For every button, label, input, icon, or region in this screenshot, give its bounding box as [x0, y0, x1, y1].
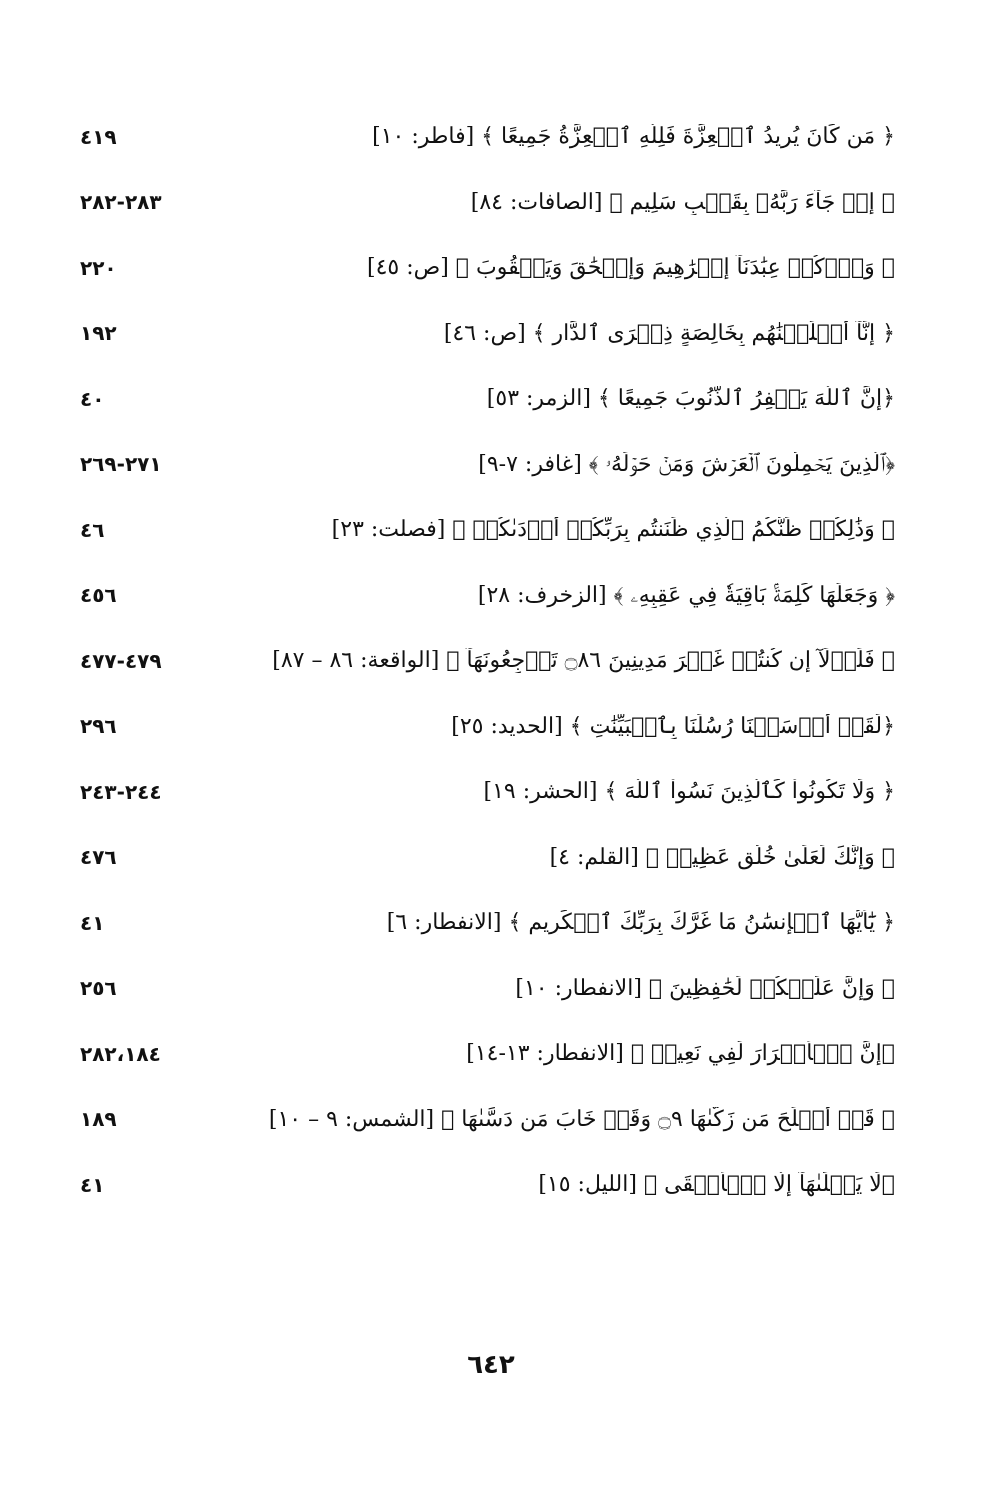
page-reference: ٢٢٠	[80, 255, 117, 280]
index-row	[60, 497, 895, 563]
verse-text: ﴿ يَٰٓأَيُّهَا ٱلۡإِنسَٰنُ مَا غَرَّكَ بِرَبِّكَ ٱلۡكَرِيمِ ﴾ [الانفطار: ٦]	[386, 910, 895, 936]
page-reference: ٢٨٣-٢٨٢	[80, 190, 162, 215]
page-reference: ٤٧٦	[80, 845, 117, 870]
page-reference: ٤١٩	[80, 124, 117, 149]
verse-text: ﴿ مَن كَانَ يُرِيدُ ٱلۡعِزَّةَ فَلِلَّهِ ٱلۡعِزَّةُ جَمِيعًا ﴾ [فاطر: ١٠]	[372, 124, 895, 150]
page-reference: ٢٧١-٢٦٩	[80, 452, 162, 477]
index-row	[60, 1152, 895, 1218]
verse-index-list	[60, 104, 895, 1218]
index-row	[60, 1087, 895, 1153]
page-reference: ٤٥٦	[80, 583, 117, 608]
verse-text: ﴿إِنَّ ٱلۡأَبۡرَارَ لَفِي نَعِيمٖ ﴾ [الانفطار: ١٣-١٤]	[466, 1041, 895, 1067]
index-row	[60, 104, 895, 170]
index-row	[60, 563, 895, 629]
index-row	[60, 170, 895, 236]
verse-text: ﴿ٱلَّذِينَ يَحۡمِلُونَ ٱلۡعَرۡشَ وَمَنۡ حَوۡلَهُۥ ﴾ [غافر: ٧-٩]	[478, 451, 895, 477]
index-row	[60, 366, 895, 432]
index-row	[60, 1021, 895, 1087]
page-reference: ٢٥٦	[80, 976, 117, 1001]
index-row	[60, 301, 895, 367]
verse-text: ﴿ إِذۡ جَآءَ رَبَّهُۥ بِقَلۡبٍ سَلِيمٍ ﴾ [الصافات: ٨٤]	[470, 189, 895, 215]
index-row	[60, 694, 895, 760]
index-row	[60, 235, 895, 301]
verse-text: ﴿ إِنَّآ أَخۡلَصۡنَٰهُم بِخَالِصَةٍ ذِكۡرَى ٱلدَّارِ ﴾ [ص: ٤٦]	[443, 320, 895, 346]
page-reference: ٤١	[80, 910, 105, 935]
verse-text: ﴿ قَدۡ أَفۡلَحَ مَن زَكَّىٰهَا ۝٩ وَقَدۡ خَابَ مَن دَسَّىٰهَا ﴾ [الشمس: ٩ – ١٠]	[268, 1106, 895, 1132]
verse-text: ﴿ وَإِنَّ عَلَيۡكُمۡ لَحَٰفِظِينَ ﴾ [الانفطار: ١٠]	[515, 975, 895, 1001]
verse-text: ﴿ وَإِنَّكَ لَعَلَىٰ خُلُقٍ عَظِيمٖ ﴾ [القلم: ٤]	[549, 844, 895, 870]
index-row	[60, 759, 895, 825]
verse-text: ﴿لَقَدۡ أَرۡسَلۡنَا رُسُلَنَا بِٱلۡبَيِّنَٰتِ ﴾ [الحديد: ٢٥]	[451, 713, 895, 739]
page-number: ٦٤٢	[467, 1350, 515, 1380]
index-row	[60, 628, 895, 694]
verse-text: ﴿ وَجَعَلَهَا كَلِمَةَۢ بَاقِيَةٗ فِي عَقِبِهِۦ ﴾ [الزخرف: ٢٨]	[477, 582, 895, 608]
index-row	[60, 432, 895, 498]
verse-text: ﴿لَا يَصۡلَىٰهَآ إِلَّا ٱلۡأَشۡقَى ﴾ [الليل: ١٥]	[538, 1172, 895, 1198]
index-row	[60, 956, 895, 1022]
verse-text: ﴿ وَذَٰلِكُمۡ ظَنُّكُمُ ٱلَّذِي ظَنَنتُم بِرَبِّكُمۡ أَرۡدَىٰكُمۡ ﴾ [فصلت: ٢٣]	[331, 517, 895, 543]
page-reference: ٢٨٢،١٨٤	[80, 1041, 161, 1066]
page-reference: ٤٠	[80, 386, 105, 411]
page-reference: ١٩٢	[80, 321, 117, 346]
verse-text: ﴿ فَلَوۡلَآ إِن كُنتُمۡ غَيۡرَ مَدِينِينَ ۝٨٦ تَرۡجِعُونَهَآ ﴾ [الواقعة: ٨٦ – ٨٧]	[272, 648, 895, 674]
page-reference: ٢٤٤-٢٤٣	[80, 779, 162, 804]
index-row	[60, 890, 895, 956]
verse-text: ﴿ وَلَا تَكُونُواْ كَٱلَّذِينَ نَسُواْ ٱللَّهَ ﴾ [الحشر: ١٩]	[483, 779, 895, 805]
verse-text: ﴿إِنَّ ٱللَّهَ يَغۡفِرُ ٱلذُّنُوبَ جَمِيعًا ﴾ [الزمر: ٥٣]	[486, 386, 895, 412]
page-reference: ١٨٩	[80, 1107, 117, 1132]
page-reference: ٤٦	[80, 517, 105, 542]
page-reference: ٤١	[80, 1172, 105, 1197]
page-reference: ٢٩٦	[80, 714, 117, 739]
page-reference: ٤٧٩-٤٧٧	[80, 648, 162, 673]
index-row	[60, 825, 895, 891]
verse-text: ﴿ وَٱذۡكُرۡ عِبَٰدَنَآ إِبۡرَٰهِيمَ وَإِسۡحَٰقَ وَيَعۡقُوبَ ﴾ [ص: ٤٥]	[366, 255, 895, 281]
